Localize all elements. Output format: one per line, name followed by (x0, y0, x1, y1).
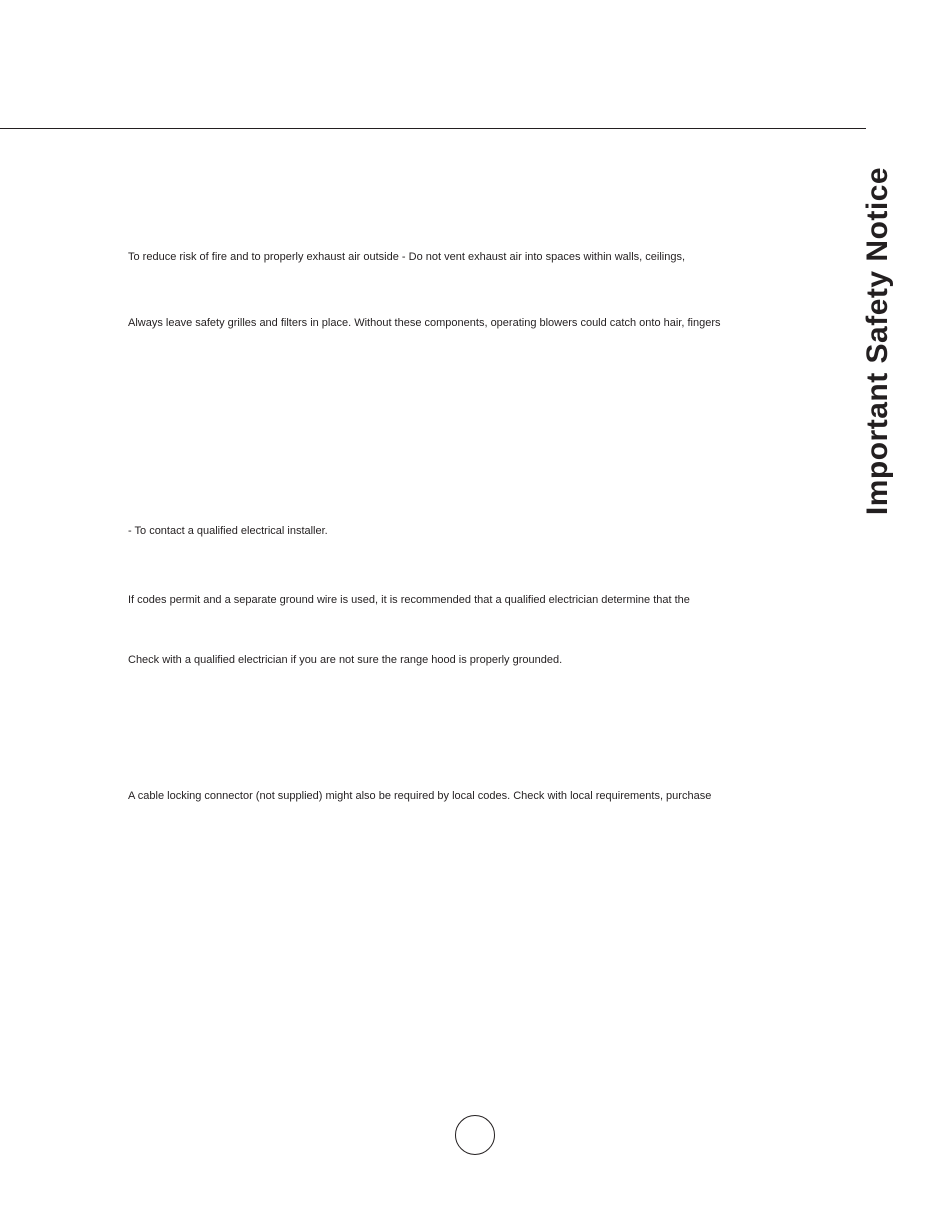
page-number-circle (455, 1115, 495, 1155)
text-line-check-electrician: Check with a qualified electrician if you are not sure the range hood is properly grounded. (128, 654, 563, 666)
header-divider (0, 128, 866, 129)
text-line-ground-wire: If codes permit and a separate ground wire is used, it is recommended that a qualified electrician determine that the (128, 594, 690, 606)
text-line-cable-connector: A cable locking connector (not supplied) might also be required by local codes. Check with local requirements, purchase (128, 790, 712, 802)
section-title-vertical: Important Safety Notice (861, 166, 894, 516)
text-line-exhaust-warning: To reduce risk of fire and to properly exhaust air outside - Do not vent exhaust air into spaces within walls, ceilings, (128, 251, 685, 263)
text-line-contact-installer: - To contact a qualified electrical installer. (128, 525, 328, 537)
text-line-safety-grilles: Always leave safety grilles and filters in place. Without these components, operating blowers could catch onto hair, fingers (128, 317, 721, 329)
